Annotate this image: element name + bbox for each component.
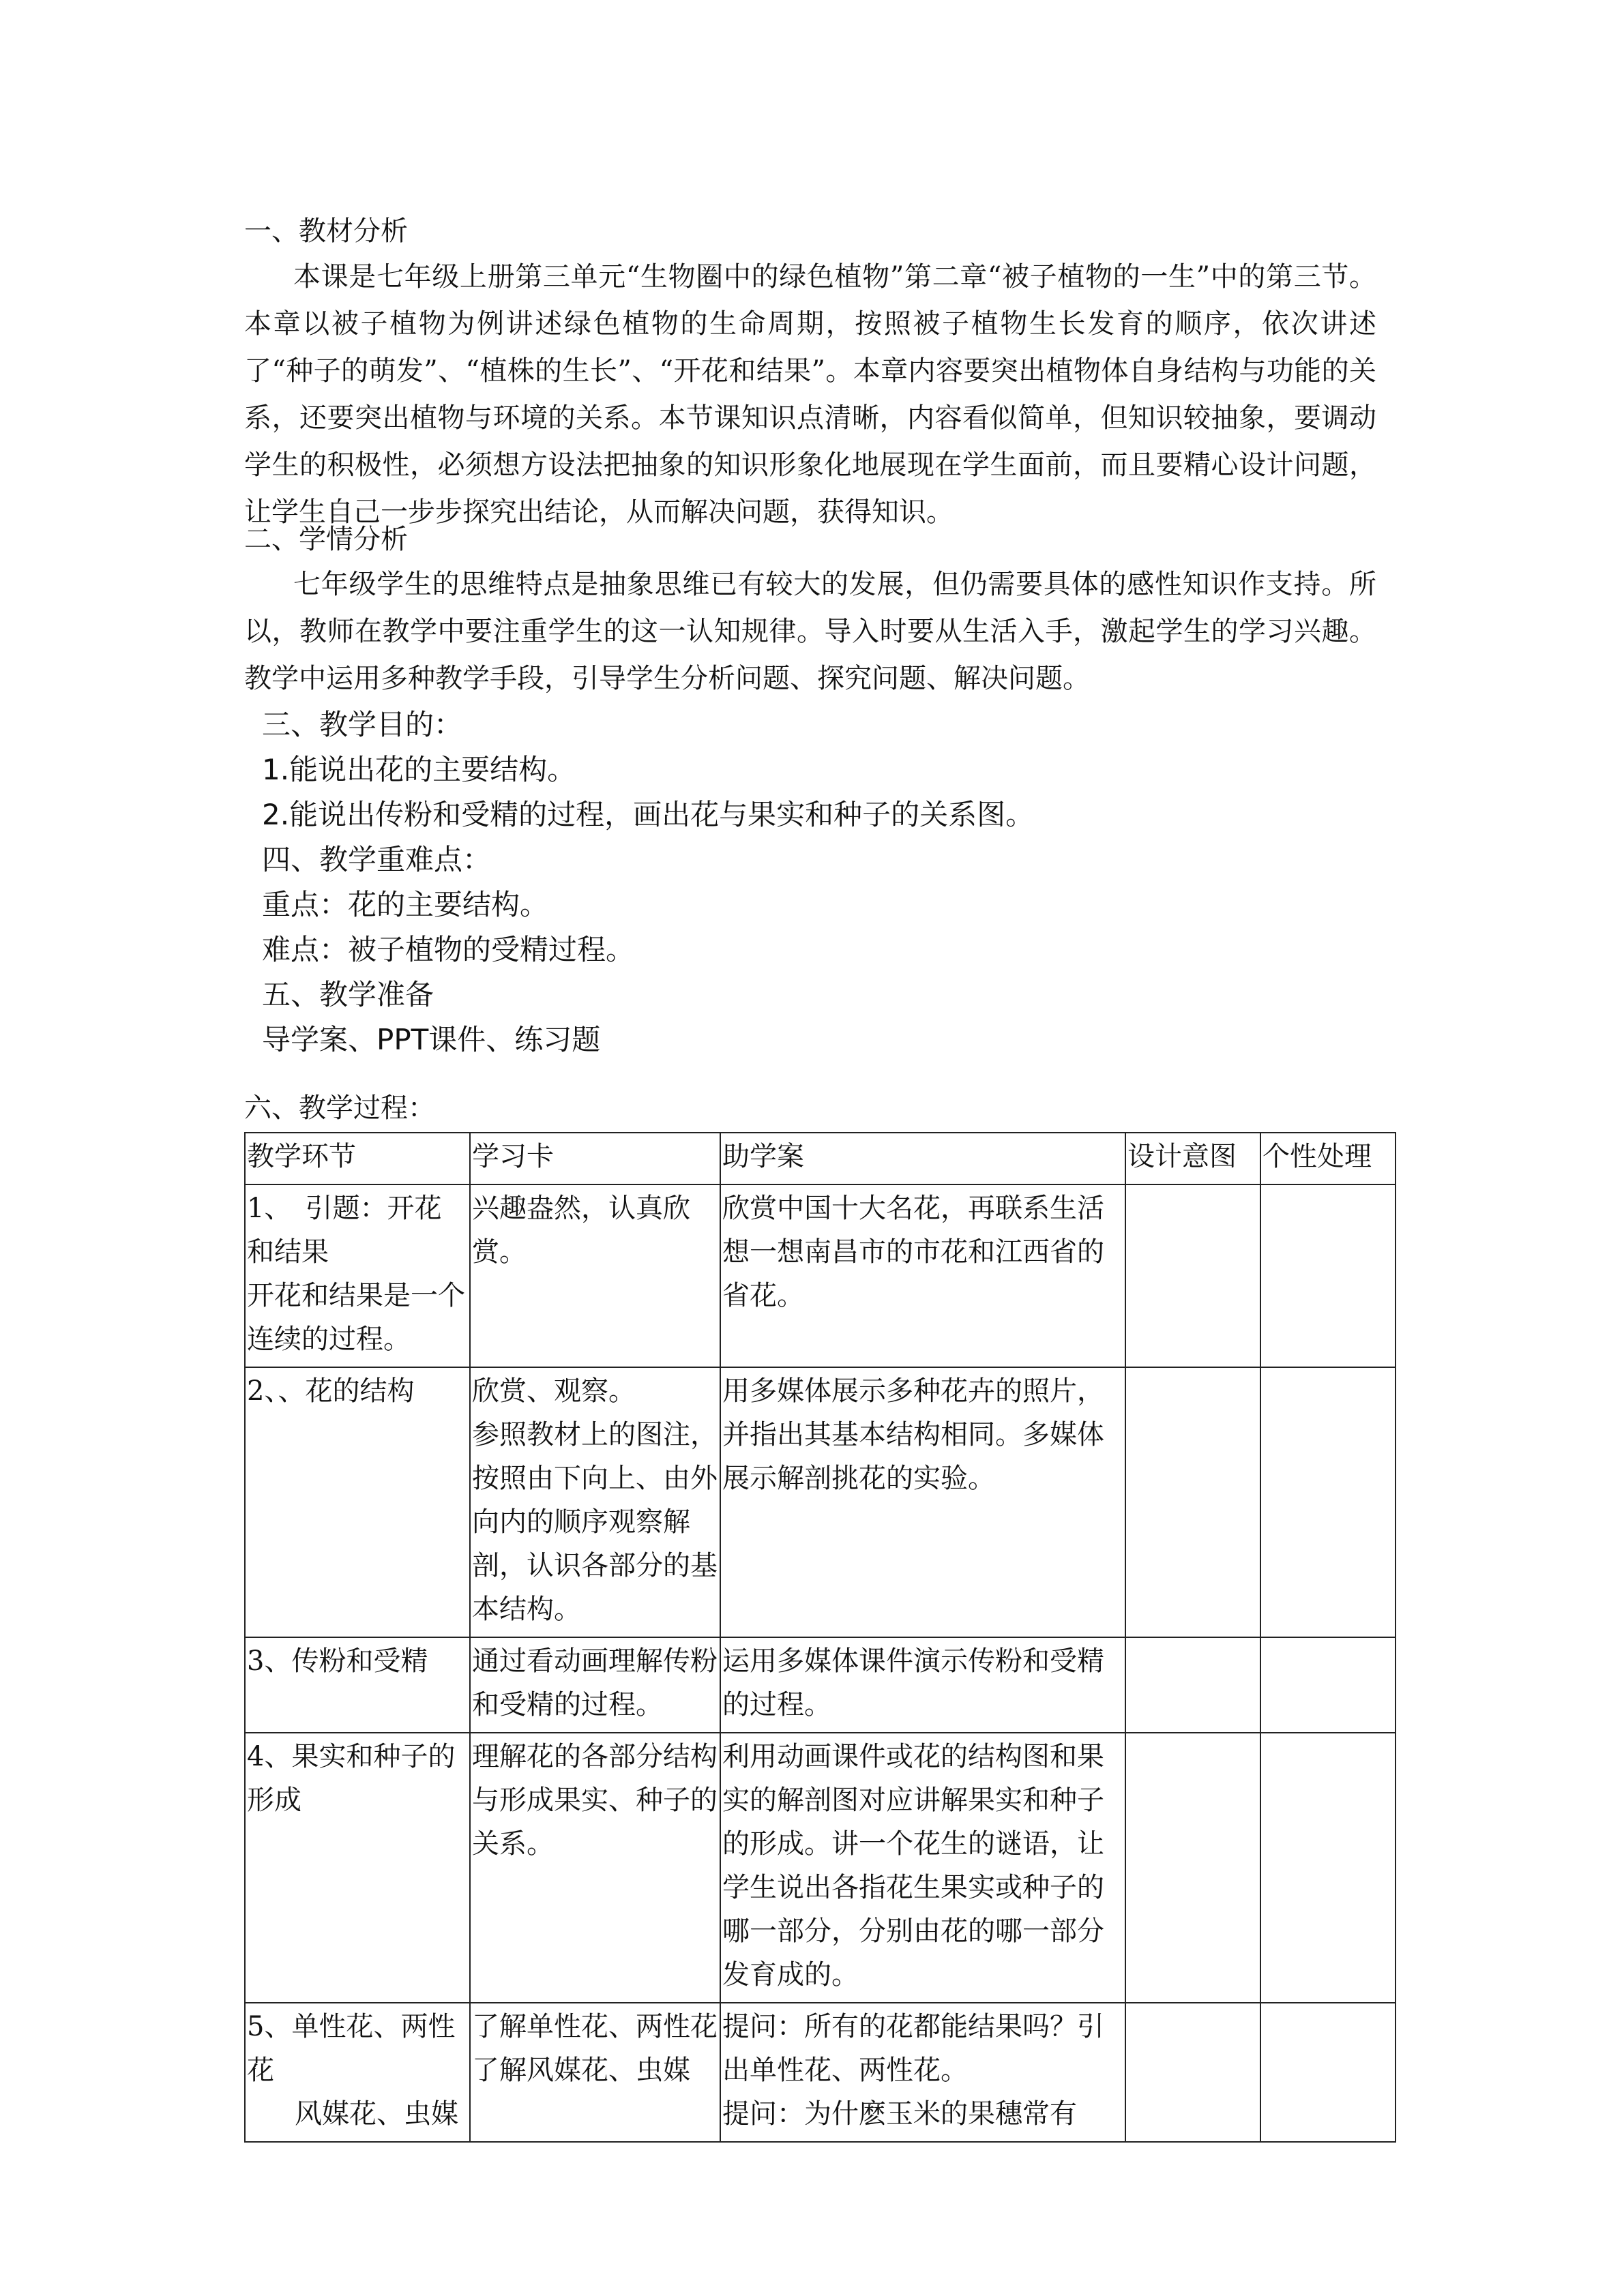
plan-text: 欣赏中国十大名花，再联系生活想一想南昌市的市花和江西省的省花。: [722, 1193, 1104, 1311]
plan-cell: [720, 1637, 1125, 1733]
custom-cell: [1260, 1733, 1396, 2003]
section2-title: 二、学情分析: [244, 524, 408, 555]
intent-cell: [1125, 1367, 1260, 1637]
stage-text: 5、单性花、两性花: [247, 2011, 456, 2086]
column-header: 助学案: [720, 1133, 1125, 1184]
stage-text: 3、传粉和受精: [247, 1645, 428, 1677]
plan-text: 运用多媒体课件演示传粉和受精的过程。: [722, 1645, 1104, 1720]
stage-cell: [245, 1367, 470, 1637]
intent-cell: [1125, 1637, 1260, 1733]
plan-cell: [720, 2003, 1125, 2142]
section1-title: 一、教材分析: [244, 215, 408, 247]
stage-cell: [245, 1733, 470, 2003]
custom-cell: [1260, 1637, 1396, 1733]
plan-text: 提问：所有的花都能结果吗？引出单性花、两性花。: [722, 2011, 1104, 2086]
table-row: [245, 1637, 1396, 1733]
table-row: [245, 1184, 1396, 1367]
card-cell: [470, 2003, 720, 2142]
section3-title: 三、教学目的：: [262, 708, 463, 741]
objective-item: 2.能说出传粉和受精的过程，画出花与果实和种子的关系图。: [262, 798, 1035, 831]
column-header: 学习卡: [470, 1133, 720, 1184]
column-header: 个性处理: [1260, 1133, 1396, 1184]
plan-text: 用多媒体展示多种花卉的照片，并指出其基本结构相同。多媒体展示解剖挑花的实验。: [722, 1375, 1104, 1494]
table-row: [245, 1733, 1396, 2003]
card-text: 了解单性花、两性花: [472, 2011, 718, 2042]
custom-cell: [1260, 1184, 1396, 1367]
table-row: [245, 2003, 1396, 2142]
card-text: 参照教材上的图注，按照由下向上、由外向内的顺序观察解剖，认识各部分的基本结构。: [472, 1419, 718, 1625]
column-header: 教学环节: [245, 1133, 470, 1184]
difficult-point: 难点：被子植物的受精过程。: [262, 933, 635, 966]
intent-cell: [1125, 1184, 1260, 1367]
card-text: 欣赏、观察。: [472, 1375, 636, 1407]
preparation-list: 导学案、PPT课件、练习题: [262, 1023, 601, 1056]
card-text: 兴趣盎然，认真欣赏。: [472, 1193, 690, 1268]
section6-title: 六、教学过程：: [244, 1092, 435, 1124]
section1-body: 本课是七年级上册第三单元“生物圈中的绿色植物”第二章“被子植物的一生”中的第三节。本章以被子植物为例讲述绿色植物的生命周期，按照被子植物生长发育的顺序，依次讲述了“种子的萌发”、“植株的生长”、“开花和结果”。本章内容要突出植物体自身结构与功能的关系，还要突出植物与环境的关系。本节课知识点清晰，内容看似简单，但知识较抽象，要调动学生的积极性，必须想方设法把抽象的知识形象化地展现在学生面前，而且要精心设计问题，让学生自己一步步探究出结论，从而解决问题，获得知识。: [244, 261, 1376, 528]
stage-text: 2、、花的结构: [247, 1375, 415, 1407]
stage-text: 开花和结果是一个连续的过程。: [247, 1280, 465, 1355]
stage-cell: [245, 1184, 470, 1367]
objective-item: 1.能说出花的主要结构。: [262, 753, 576, 786]
column-header: 设计意图: [1125, 1133, 1260, 1184]
card-cell: [470, 1637, 720, 1733]
plan-text: 利用动画课件或花的结构图和果实的解剖图对应讲解果实和种子的形成。讲一个花生的谜语，让学生说出各指花生果实或种子的哪一部分，分别由花的哪一部分发育成的。: [722, 1741, 1104, 1991]
custom-cell: [1260, 1367, 1396, 1637]
stage-text: 4、果实和种子的形成: [247, 1741, 456, 1816]
stage-text: 风媒花、虫媒: [295, 2098, 458, 2130]
card-text: 通过看动画理解传粉和受精的过程。: [472, 1645, 718, 1720]
intent-cell: [1125, 1733, 1260, 2003]
card-cell: [470, 1367, 720, 1637]
plan-cell: [720, 1184, 1125, 1367]
section2-body: 七年级学生的思维特点是抽象思维已有较大的发展，但仍需要具体的感性知识作支持。所以，教师在教学中要注重学生的这一认知规律。导入时要从生活入手，激起学生的学习兴趣。教学中运用多种教学手段，引导学生分析问题、探究问题、解决问题。: [244, 569, 1376, 694]
plan-cell: [720, 1367, 1125, 1637]
section4-title: 四、教学重难点：: [262, 843, 492, 876]
custom-cell: [1260, 2003, 1396, 2142]
card-text: 了解风媒花、虫媒: [472, 2055, 690, 2086]
section5-title: 五、教学准备: [262, 978, 434, 1011]
plan-text: 提问：为什麽玉米的果穗常有: [722, 2098, 1077, 2130]
intent-cell: [1125, 2003, 1260, 2142]
card-cell: [470, 1184, 720, 1367]
stage-cell: [245, 2003, 470, 2142]
table-row: [245, 1367, 1396, 1637]
table-header-row: [245, 1133, 1396, 1184]
stage-cell: [245, 1637, 470, 1733]
process-table: [244, 1132, 1396, 2143]
card-cell: [470, 1733, 720, 2003]
key-point: 重点：花的主要结构。: [262, 888, 549, 921]
plan-cell: [720, 1733, 1125, 2003]
card-text: 理解花的各部分结构与形成果实、种子的关系。: [472, 1741, 718, 1860]
stage-text: 1、 引题：开花和结果: [247, 1193, 442, 1268]
